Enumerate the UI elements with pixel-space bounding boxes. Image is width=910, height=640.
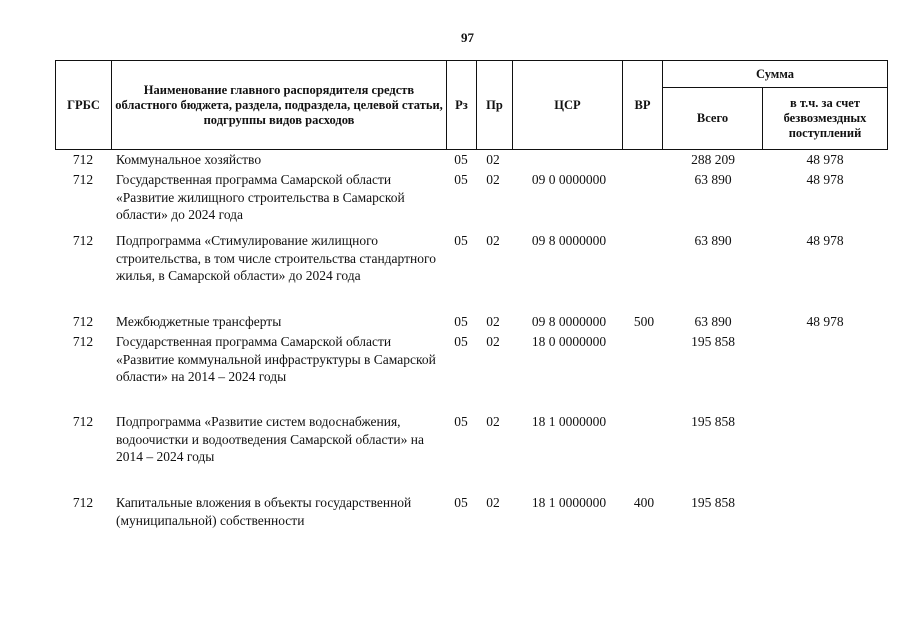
cell-rz: 05 xyxy=(454,495,468,510)
cell-total: 63 890 xyxy=(694,172,732,187)
cell-csr: 18 0 0000000 xyxy=(531,334,607,349)
cell-grbs: 712 xyxy=(72,314,94,329)
cell-total: 288 209 xyxy=(691,152,735,167)
header-free: в т.ч. за счет безвозмездных поступлений xyxy=(763,88,888,150)
header-rz: Рз xyxy=(447,61,477,150)
cell-grbs: 712 xyxy=(72,414,94,429)
cell-free: 48 978 xyxy=(806,172,844,187)
header-grbs: ГРБС xyxy=(56,61,112,150)
cell-pr: 02 xyxy=(486,172,500,187)
header-name: Наименование главного распорядителя средств областного бюджета, раздела, подраздела, целевой статьи, подгруппы видов расходов xyxy=(112,61,447,150)
cell-rz: 05 xyxy=(454,233,468,248)
cell-total: 195 858 xyxy=(691,334,735,349)
cell-csr: 09 8 0000000 xyxy=(531,314,607,329)
cell-vr: 400 xyxy=(633,495,655,510)
cell-free: 48 978 xyxy=(806,152,844,167)
cell-rz: 05 xyxy=(454,152,468,167)
cell-total: 195 858 xyxy=(691,414,735,429)
cell-name: Подпрограмма «Развитие систем водоснабжения, водоочистки и водоотведения Самарской области» на 2014 – 2024 годы xyxy=(116,414,424,464)
cell-name: Межбюджетные трансферты xyxy=(116,314,282,329)
cell-grbs: 712 xyxy=(72,152,94,167)
cell-name: Коммунальное хозяйство xyxy=(116,152,262,167)
cell-pr: 02 xyxy=(486,334,500,349)
cell-total: 195 858 xyxy=(691,495,735,510)
cell-free: 48 978 xyxy=(806,233,844,248)
cell-rz: 05 xyxy=(454,172,468,187)
header-sum: Сумма xyxy=(663,61,888,88)
cell-free: 48 978 xyxy=(806,314,844,329)
cell-grbs: 712 xyxy=(72,233,94,248)
cell-vr: 500 xyxy=(633,314,655,329)
cell-grbs: 712 xyxy=(72,334,94,349)
cell-name: Государственная программа Самарской области «Развитие жилищного строительства в Самарской области» до 2024 года xyxy=(116,172,405,222)
cell-rz: 05 xyxy=(454,314,468,329)
cell-pr: 02 xyxy=(486,314,500,329)
cell-pr: 02 xyxy=(486,495,500,510)
table-header xyxy=(55,60,888,150)
cell-rz: 05 xyxy=(454,334,468,349)
cell-total: 63 890 xyxy=(694,233,732,248)
cell-total: 63 890 xyxy=(694,314,732,329)
cell-csr: 09 0 0000000 xyxy=(531,172,607,187)
header-vr: ВР xyxy=(623,61,663,150)
page-number: 97 xyxy=(461,30,474,45)
cell-pr: 02 xyxy=(486,233,500,248)
cell-grbs: 712 xyxy=(72,495,94,510)
cell-grbs: 712 xyxy=(72,172,94,187)
cell-rz: 05 xyxy=(454,414,468,429)
cell-name: Подпрограмма «Стимулирование жилищного строительства, в том числе строительства стандартного жилья, в Самарской области» до 2024 года xyxy=(116,233,436,283)
cell-pr: 02 xyxy=(486,152,500,167)
cell-csr: 18 1 0000000 xyxy=(531,414,607,429)
cell-csr: 18 1 0000000 xyxy=(531,495,607,510)
header-total: Всего xyxy=(663,88,763,150)
cell-name: Капитальные вложения в объекты государственной (муниципальной) собственности xyxy=(116,495,412,528)
cell-csr: 09 8 0000000 xyxy=(531,233,607,248)
header-pr: Пр xyxy=(477,61,513,150)
cell-pr: 02 xyxy=(486,414,500,429)
cell-name: Государственная программа Самарской области «Развитие коммунальной инфраструктуры в Самарской области» на 2014 – 2024 годы xyxy=(116,334,436,384)
header-csr: ЦСР xyxy=(513,61,623,150)
